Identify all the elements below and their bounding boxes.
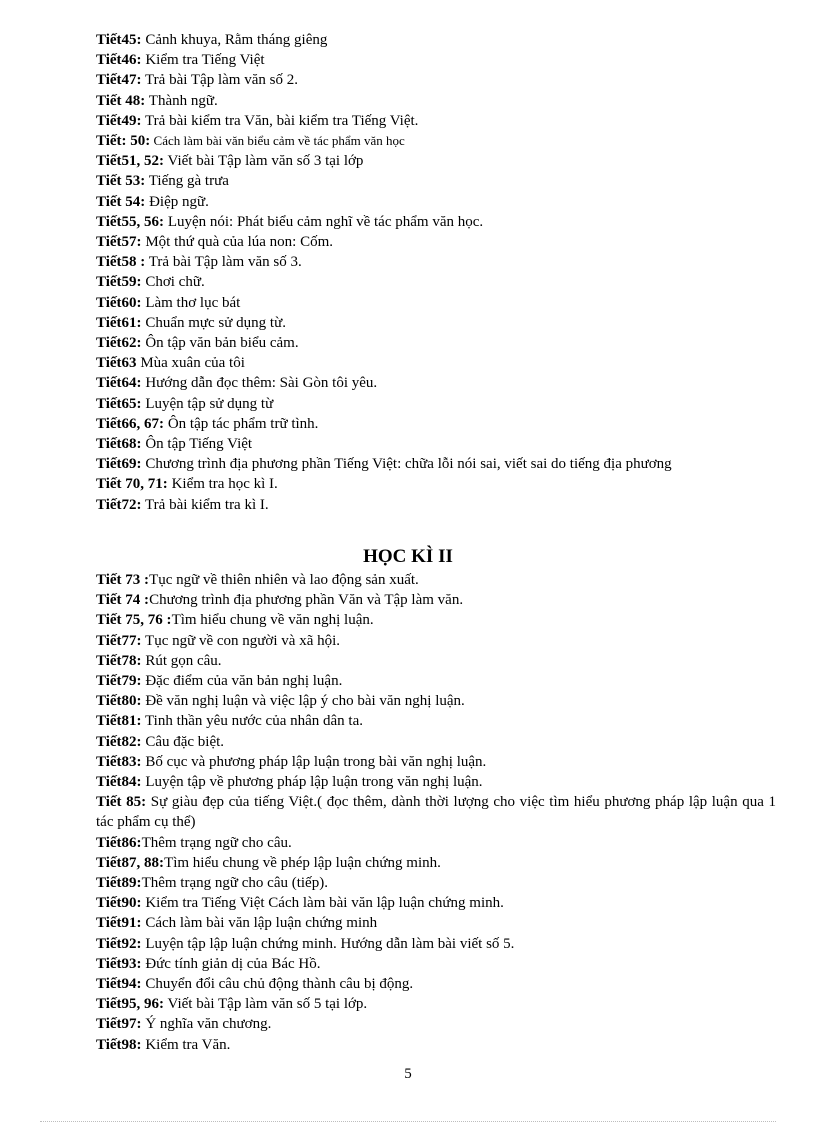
lesson-entry — [96, 1035, 776, 1055]
lesson-title: Ôn tập Tiếng Việt — [141, 436, 253, 453]
lesson-title: Tiếng gà trưa — [145, 173, 229, 190]
lesson-number: Tiết87, 88: — [96, 854, 165, 871]
lesson-number: Tiết65: — [96, 395, 142, 412]
lesson-title: Sự giàu đẹp của tiếng Việt.( đọc thêm, dành thời lượng cho việc tìm hiểu phương pháp lập luận qua 1 tác phẩm cụ thể) — [96, 794, 776, 831]
lesson-number: Tiết 70, 71: — [96, 476, 168, 493]
lesson-entry — [96, 853, 776, 873]
semester-2-lesson-list — [96, 570, 776, 1055]
lesson-entry — [96, 732, 776, 752]
lesson-title: Chơi chữ. — [141, 274, 205, 291]
lesson-number: Tiết63 — [96, 355, 137, 372]
lesson-number: Tiết77: — [96, 632, 142, 649]
lesson-number: Tiết 48: — [96, 92, 146, 109]
lesson-number: Tiết92: — [96, 935, 142, 952]
lesson-title: Thêm trạng ngữ cho câu. — [141, 834, 292, 851]
page-number: 5 — [404, 1066, 412, 1082]
lesson-number: Tiết47: — [96, 72, 142, 89]
lesson-title: Trả bài kiểm tra Văn, bài kiểm tra Tiếng Việt. — [141, 112, 419, 129]
lesson-number: Tiết62: — [96, 335, 142, 352]
lesson-title: Chương trình địa phương phần Văn và Tập làm văn. — [149, 592, 464, 609]
lesson-entry — [96, 671, 776, 691]
lesson-title: Cách làm bài văn lập luận chứng minh — [141, 915, 378, 932]
lesson-entry — [96, 752, 776, 772]
lesson-entry — [96, 212, 776, 232]
lesson-title: Điệp ngữ. — [145, 193, 209, 210]
lesson-title: Cảnh khuya, Rằm tháng giêng — [141, 32, 328, 48]
lesson-number: Tiết69: — [96, 456, 142, 473]
lesson-entry — [96, 454, 776, 474]
lesson-entry — [96, 131, 776, 151]
lesson-entry — [96, 570, 776, 590]
lesson-entry — [96, 373, 776, 393]
lesson-entry — [96, 711, 776, 731]
lesson-title: Thành ngữ. — [145, 92, 218, 109]
lesson-number: Tiết68: — [96, 436, 142, 453]
lesson-title: Viết bài Tập làm văn số 3 tại lớp — [164, 153, 364, 170]
lesson-title: Tục ngữ về thiên nhiên và lao động sản xuất. — [149, 572, 419, 588]
lesson-title: Đặc điểm của văn bản nghị luận. — [141, 673, 343, 690]
lesson-number: Tiết66, 67: — [96, 415, 165, 432]
lesson-number: Tiết58 : — [96, 254, 146, 271]
lesson-number: Tiết 53: — [96, 173, 146, 190]
lesson-title: Kiểm tra Tiếng Việt — [141, 52, 265, 69]
lesson-number: Tiết57: — [96, 234, 142, 251]
lesson-title: Trả bài kiểm tra kì I. — [141, 496, 269, 513]
lesson-entry — [96, 610, 776, 630]
lesson-entry — [96, 792, 776, 832]
lesson-entry — [96, 70, 776, 90]
lesson-title: Thêm trạng ngữ cho câu (tiếp). — [141, 875, 328, 892]
lesson-number: Tiết98: — [96, 1036, 142, 1053]
lesson-number: Tiết79: — [96, 673, 142, 690]
lesson-title: Kiểm tra Tiếng Việt Cách làm bài văn lập luận chứng minh. — [141, 895, 504, 912]
lesson-number: Tiết72: — [96, 496, 142, 513]
lesson-entry — [96, 272, 776, 292]
lesson-entry — [96, 232, 776, 252]
lesson-entry — [96, 893, 776, 913]
lesson-title: Ý nghĩa văn chương. — [141, 1016, 272, 1033]
lesson-number: Tiết78: — [96, 652, 142, 669]
lesson-number: Tiết95, 96: — [96, 996, 165, 1013]
lesson-number: Tiết 54: — [96, 193, 146, 210]
lesson-title: Bố cục và phương pháp lập luận trong bài văn nghị luận. — [141, 753, 487, 770]
lesson-number: Tiết 75, 76 : — [96, 612, 172, 629]
semester-2-heading: HỌC KÌ II — [363, 546, 453, 567]
lesson-title: Trả bài Tập làm văn số 3. — [145, 254, 302, 271]
lesson-title: Câu đặc biệt. — [141, 733, 225, 750]
lesson-title: Hướng dẫn đọc thêm: Sài Gòn tôi yêu. — [141, 375, 378, 392]
lesson-entry — [96, 651, 776, 671]
lesson-entry — [96, 833, 776, 853]
lesson-number: Tiết80: — [96, 693, 142, 710]
lesson-entry — [96, 934, 776, 954]
lesson-title: Ôn tập tác phẩm trữ tình. — [164, 415, 319, 432]
lesson-entry — [96, 414, 776, 434]
lesson-title: Tục ngữ về con người và xã hội. — [141, 632, 341, 649]
lesson-entry — [96, 111, 776, 131]
lesson-entry — [96, 913, 776, 933]
lesson-title: Đề văn nghị luận và việc lập ý cho bài văn nghị luận. — [141, 693, 465, 710]
lesson-title: Mùa xuân của tôi — [136, 355, 245, 372]
footer-dotted-rule — [40, 1121, 776, 1122]
lesson-number: Tiết60: — [96, 294, 142, 311]
lesson-entry — [96, 954, 776, 974]
lesson-entry — [96, 353, 776, 373]
lesson-number: Tiết94: — [96, 976, 142, 993]
lesson-number: Tiết59: — [96, 274, 142, 291]
lesson-number: Tiết97: — [96, 1016, 142, 1033]
lesson-entry — [96, 974, 776, 994]
lesson-entry — [96, 691, 776, 711]
lesson-number: Tiết82: — [96, 733, 142, 750]
lesson-entry — [96, 873, 776, 893]
lesson-title: Một thứ quà của lúa non: Cốm. — [141, 234, 334, 251]
lesson-title: Ôn tập văn bản biểu cảm. — [141, 335, 299, 352]
lesson-entry — [96, 151, 776, 171]
lesson-number: Tiết49: — [96, 112, 142, 129]
semester-1-lesson-list — [96, 30, 776, 515]
lesson-entry — [96, 30, 776, 50]
lesson-title: Kiểm tra học kì I. — [167, 476, 278, 493]
lesson-entry — [96, 994, 776, 1014]
lesson-title: Luyện nói: Phát biểu cảm nghĩ về tác phẩm văn học. — [164, 213, 484, 230]
lesson-entry — [96, 252, 776, 272]
lesson-entry — [96, 91, 776, 111]
lesson-title: Luyện tập sử dụng từ — [141, 395, 274, 412]
lesson-entry — [96, 50, 776, 70]
lesson-title: Chuyển đổi câu chủ động thành câu bị động. — [141, 976, 414, 993]
lesson-title: Chương trình địa phương phần Tiếng Việt: chữa lỗi nói sai, viết sai do tiếng địa phương — [141, 456, 672, 473]
lesson-title: Luyện tập về phương pháp lập luận trong văn nghị luận. — [141, 774, 483, 791]
lesson-entry — [96, 293, 776, 313]
lesson-title: Cách làm bài văn biểu cảm về tác phẩm văn học — [150, 133, 405, 149]
lesson-title: Chuẩn mực sử dụng từ. — [141, 314, 286, 331]
lesson-title: Tinh thần yêu nước của nhân dân ta. — [141, 713, 364, 730]
lesson-number: Tiết51, 52: — [96, 153, 165, 170]
lesson-number: Tiết: 50: — [96, 133, 151, 150]
lesson-entry — [96, 474, 776, 494]
lesson-title: Tìm hiểu chung về văn nghị luận. — [171, 612, 374, 629]
lesson-number: Tiết84: — [96, 774, 142, 791]
lesson-number: Tiết89: — [96, 875, 142, 892]
lesson-title: Làm thơ lục bát — [141, 294, 241, 311]
lesson-entry — [96, 495, 776, 515]
lesson-entry — [96, 394, 776, 414]
lesson-number: Tiết 85: — [96, 794, 147, 811]
lesson-entry — [96, 171, 776, 191]
lesson-number: Tiết 73 : — [96, 572, 150, 588]
lesson-entry — [96, 192, 776, 212]
lesson-entry — [96, 772, 776, 792]
lesson-number: Tiết81: — [96, 713, 142, 730]
lesson-title: Rút gọn câu. — [141, 652, 222, 669]
lesson-title: Viết bài Tập làm văn số 5 tại lớp. — [164, 996, 368, 1013]
lesson-entry — [96, 333, 776, 353]
lesson-entry — [96, 631, 776, 651]
lesson-number: Tiết 74 : — [96, 592, 150, 609]
lesson-title: Luyện tập lập luận chứng minh. Hướng dẫn làm bài viết số 5. — [141, 935, 515, 952]
lesson-entry — [96, 313, 776, 333]
lesson-number: Tiết86: — [96, 834, 142, 851]
lesson-title: Đức tính giản dị của Bác Hồ. — [141, 955, 321, 972]
lesson-number: Tiết55, 56: — [96, 213, 165, 230]
lesson-number: Tiết45: — [96, 32, 142, 48]
lesson-number: Tiết93: — [96, 955, 142, 972]
lesson-number: Tiết91: — [96, 915, 142, 932]
lesson-number: Tiết61: — [96, 314, 142, 331]
lesson-title: Kiểm tra Văn. — [141, 1036, 231, 1053]
lesson-title: Tìm hiểu chung về phép lập luận chứng minh. — [164, 854, 441, 871]
lesson-title: Trả bài Tập làm văn số 2. — [141, 72, 298, 89]
lesson-number: Tiết46: — [96, 52, 142, 69]
lesson-number: Tiết83: — [96, 753, 142, 770]
lesson-number: Tiết64: — [96, 375, 142, 392]
lesson-number: Tiết90: — [96, 895, 142, 912]
lesson-entry — [96, 1014, 776, 1034]
lesson-entry — [96, 434, 776, 454]
lesson-entry — [96, 590, 776, 610]
